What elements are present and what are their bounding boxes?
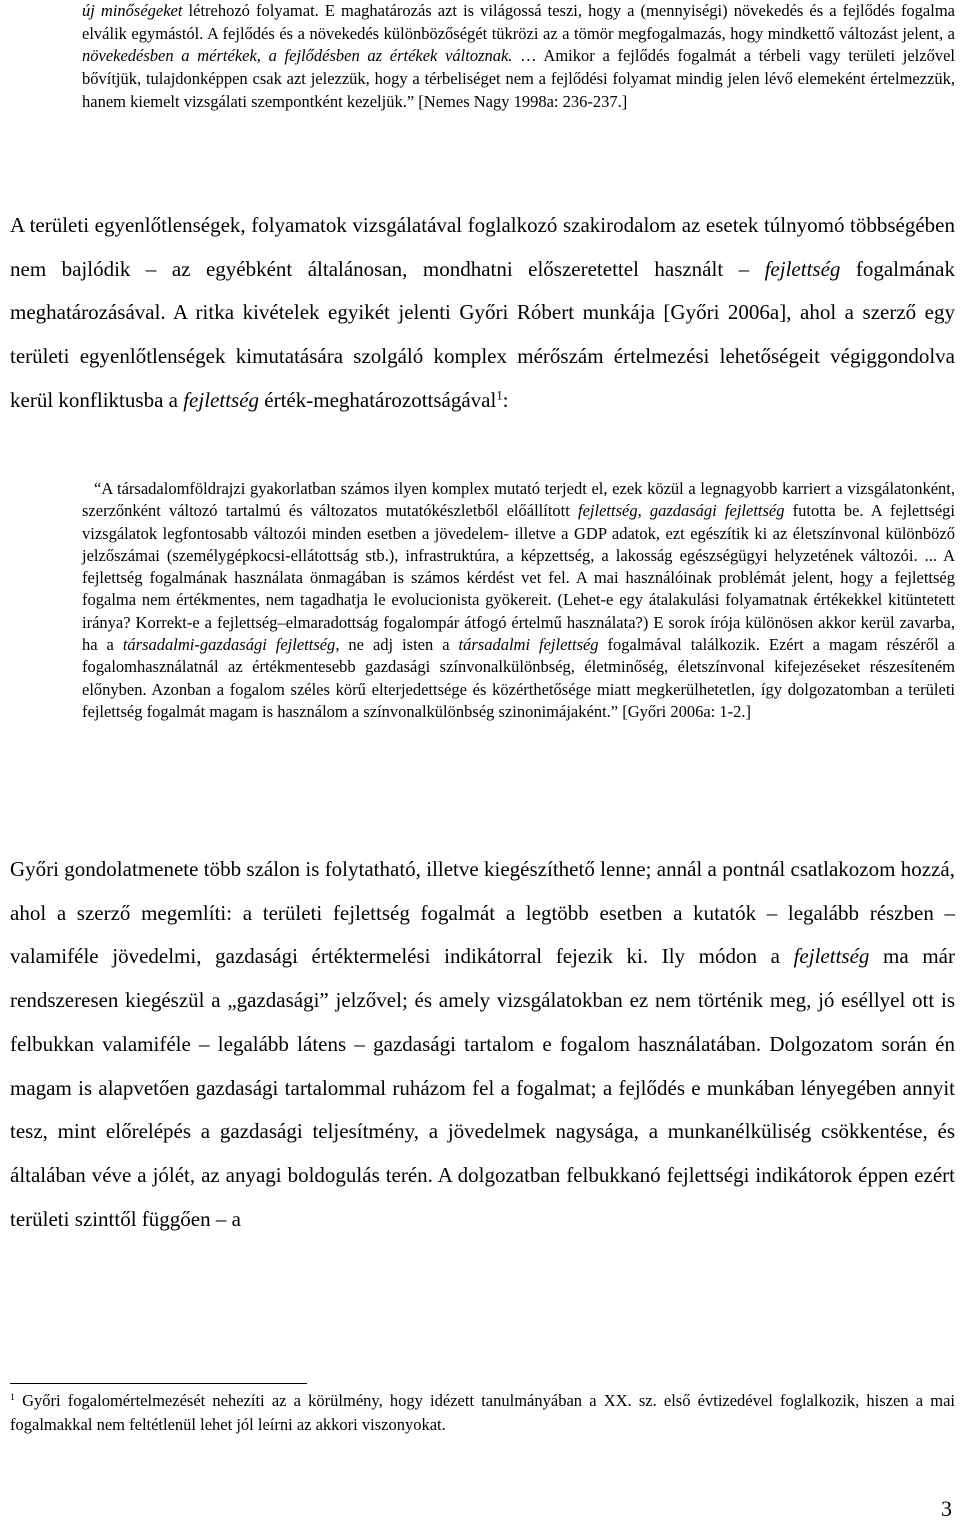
italic-span: társadalmi fejlettség xyxy=(458,635,599,655)
footnote xyxy=(10,1389,955,1436)
body-paragraph-2: Győri gondolatmenete több szálon is folytatható, illetve kiegészíthető lenne; annál a pontnál csatlakozom hozzá, ahol a szerző megemlíti: a területi fejlettség fogalmát a legtöbb esetben a kutatók – legalább részben – valamiféle jövedelmi, gazdasági értéktermelési indikátorral fejezik ki. Ily módon a fejlettség ma már rendszeresen kiegészül a „gazdasági” jelzővel; és amely vizsgálatokban ez nem történik meg, jó eséllyel ott is felbukkan valamiféle – legalább látens – gazdasági tartalom e fogalom használatában. Dolgozatom során én magam is alapvetően gazdasági tartalommal ruházom fel a fogalmat; a fejlődés e munkában lényegében annyit tesz, mint előrelépés a gazdasági teljesítmény, a jövedelmek nagysága, a munkanélküliség csökkentése, és általában véve a jólét, az anyagi boldogulás terén. A dolgozatban felbukkanó fejlettségi indikátorok éppen ezért területi szinttől függően – a xyxy=(10,857,955,1231)
block-quote-top xyxy=(82,0,955,114)
body-paragraph-1: A területi egyenlőtlenségek, folyamatok vizsgálatával foglalkozó szakirodalom az esetek túlnyomó többségében nem bajlódik – az egyébként általánosan, mondhatni előszeretettel használt – fejlettség fogalmának meghatározásával. A ritka kivételek egyikét jelenti Győri Róbert munkája [Győri 2006a], ahol a szerző egy területi egyenlőtlenségek kimutatására szolgáló komplex mérőszám értelmezési lehetőségeit végiggondolva kerül konfliktusba a fejlettség érték-meghatározottságával$^1$: xyxy=(10,213,955,412)
open-quote-mark: “ xyxy=(94,479,102,498)
footnote-text: Győri fogalomértelmezését nehezíti az a körülmény, hogy idézett tanulmányában a XX. sz. első évtizedével foglalkozik, hiszen a mai fogalmakkal nem feltétlenül lehet jól leírni az akkori viszonyokat. xyxy=(10,1391,955,1434)
italic-span: fejlettség xyxy=(183,387,260,412)
footnote-number: 1 xyxy=(10,1392,15,1404)
italic-span: új minőségeket xyxy=(82,1,183,20)
footnote-ref[interactable]: 1 xyxy=(496,388,503,403)
italic-span: fejlettség xyxy=(764,256,841,281)
italic-span: fejlettség xyxy=(793,944,870,969)
italic-span: társadalmi-gazdasági fejlettség xyxy=(122,635,336,655)
italic-span: növekedésben a mértékek, a fejlődésben az értékek változnak. xyxy=(82,46,513,66)
page-number: 3 xyxy=(941,1496,952,1521)
quote-top-text: új minőségeket létrehozó folyamat. E maghatározás azt is világossá teszi, hogy a (mennyiségi) növekedés és a fejlődés fogalma elválik egymástól. A fejlődés és a növekedés különbözőségét tükrözi az a tömör megfogalmazás, hogy mindkettő változást jelent, a növekedésben a mértékek, a fejlődésben az értékek változnak. … Amikor a fejlődés fogalmát a térbeli vagy területi jelzővel bővítjük, tulajdonképpen csak azt jelezzük, hogy a térbeliséget nem a fejlődési folyamat mindig jelen lévő elemeként értelmezzük, hanem kiemelt vizsgálati szempontként kezeljük.” [Nemes Nagy 1998a: 236-237.] xyxy=(82,1,955,111)
block-quote-gyori: “A társadalomföldrajzi gyakorlatban számos ilyen komplex mutató terjedt el, ezek közül a legnagyobb karriert a vizsgálatonként, szerzőnként változó tartalmú és változatos mutatókészletből előállított fejlettség, gazdasági fejlettség futotta be. A fejlettségi vizsgálatok legfontosabb változói minden esetben a jövedelem- illetve a GDP adatok, ezt egészítik ki az életszínvonal különböző jelzőszámai (személygépkocsi-ellátottság stb.), infrastruktúra, a képzettség, a lakosság egészségügyi helyzetének változói. ... A fejlettség fogalmának használata önmagában is számos kérdést vet fel. A mai használóinak problémát jelent, hogy a fejlettség fogalma nem értékmentes, nem tagadhatja le evolucionista gyökereit. (Lehet-e egy átalakulási folyamatnak értékekkel kitüntetett iránya? Korrekt-e a fejlettség–elmaradottság fogalompár átfogó értelmű használata?) E sorok írója különösen akkor kerül zavarba, ha a társadalmi-gazdasági fejlettség, ne adj isten a társadalmi fejlettség fogalmával találkozik. Ezért a magam részéről a fogalomhasználatnál az értékmentesebb gazdasági színvonalkülönbség, életminőség, életszínvonal kifejezéseket részesíteném előnyben. Azonban a fogalom széles körű elterjedettsége és közérthetősége miatt megkerülhetetlen, így dolgozatomban a területi fejlettség fogalmát magam is használom a színvonalkülönbség szinonimájaként.” [Győri 2006a: 1-2.] xyxy=(82,479,956,721)
italic-span: fejlettség, gazdasági fejlettség xyxy=(578,501,785,521)
footnote-divider xyxy=(10,1383,307,1384)
